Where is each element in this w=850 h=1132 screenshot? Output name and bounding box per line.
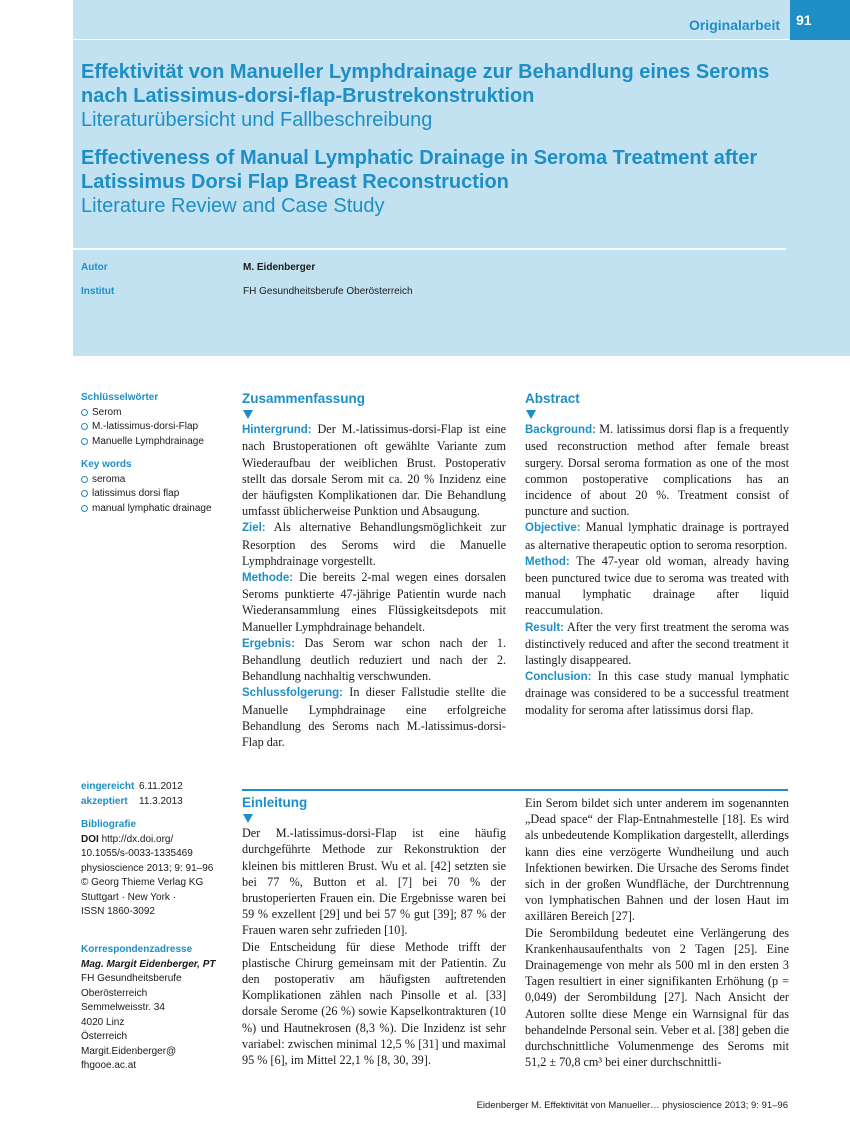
- paragraph-label: Result:: [525, 621, 564, 634]
- doi-label: DOI: [81, 833, 99, 845]
- biblio-line: physioscience 2013; 9: 91–96: [81, 862, 214, 874]
- accepted-date: 11.3.2013: [139, 795, 183, 807]
- title-de-line2: nach Latissimus-dorsi-flap-Brustrekonstruktion: [81, 85, 535, 107]
- abstract-paragraph: [242, 421, 506, 519]
- header-rule: [73, 39, 790, 40]
- page-number: 91: [796, 12, 812, 28]
- abstract-paragraph: [525, 619, 789, 669]
- paragraph-label: Hintergrund:: [242, 424, 312, 437]
- paragraph-text: Der M.-latissimus-dorsi-Flap ist eine nach Brustoperationen oft gewählte Variante zum Wiederaufbau der weiblichen Brust. Postoperativ stellt das dorsale Serom mit ca. 20 % Inzidenz eine der häufigsten Komplikationen dar. Die Behandlung umfasst üblicherweise Punktion und Absaugung.: [242, 422, 506, 519]
- biblio-line: http://dx.doi.org/: [101, 833, 174, 845]
- zusammenfassung-heading: Zusammenfassung: [242, 391, 366, 406]
- abstract-paragraph: [242, 569, 506, 635]
- abstract-paragraph: [525, 553, 789, 619]
- band-divider: [73, 248, 786, 250]
- paragraph-text: In dieser Fallstudie stellte die Manuelle Lymphdrainage eine erfolgreiche Behandlung des Seroms nach M.-latissimus-dorsi-Flap dar.: [242, 685, 506, 750]
- keyword-item: Manuelle Lymphdrainage: [81, 435, 231, 450]
- correspondence-line: FH Gesundheitsberufe: [81, 973, 182, 984]
- paragraph-text: The 47-year old woman, already having been punctured twice due to seroma was treated with manual lymphatic drainage after liquid reaccumulation.: [525, 553, 789, 618]
- body-right-column: [525, 795, 789, 1070]
- author-name: M. Eidenberger: [243, 262, 316, 273]
- abstract-paragraph: [242, 684, 506, 750]
- abstract-paragraph: [525, 668, 789, 718]
- paragraph-label: Method:: [525, 555, 570, 568]
- zusammenfassung-column: [242, 391, 506, 750]
- paragraph-text: In this case study manual lymphatic drainage was considered to be a successful treatment modality for seroma after latissimus dorsi flap.: [525, 669, 789, 717]
- body-paragraph: Die Serombildung bedeutet eine Verlängerung des Krankenhausaufenthalts von 2 Tagen [25]. Eine Drainagemenge von mehr als 500 ml in den ersten 3 Tagen resultiert in einer signifikanten Erhöhung (p = 0,049) der Serombildung [27]. Nach Ansicht der Autoren sollte diese Menge ein Warnsignal für das behandelnde Personal sein. Veber et al. [38] geben die durchschnittliche Volumenmenge des Seroms mit 51,2 ± 70,8 cm³ bei einer durchschnittli-: [525, 925, 789, 1070]
- subtitle-en: Literature Review and Case Study: [81, 195, 385, 217]
- title-de-line1: Effektivität von Manueller Lymphdrainage zur Behandlung eines Seroms: [81, 61, 770, 83]
- correspondence-email: fhgooe.ac.at: [81, 1060, 137, 1071]
- einleitung-column: [242, 795, 506, 1068]
- keywords-en-heading: Key words: [81, 459, 132, 470]
- paragraph-label: Objective:: [525, 522, 581, 535]
- abstract-paragraph: [242, 519, 506, 569]
- body-paragraph: Die Entscheidung für diese Methode trifft der plastische Chirurg gemeinsam mit der Patientin. Zu den postoperativ am häufigsten auftretenden Komplikationen zählen nach Pinsolle et al. [33] dorsale Serome (26 %) sowie Kapselkontrakturen (10 %) und Hautnekrosen (8,3 %). Die Inzidenz ist sehr variabel: zwischen minimal 12,5 % [31] und maximal 95 % [6], im Mittel 22,1 % [8, 30, 39].: [242, 939, 506, 1068]
- correspondence-line: 4020 Linz: [81, 1016, 125, 1028]
- paragraph-label: Ziel:: [242, 522, 266, 535]
- page-footer: Eidenberger M. Effektivität von Manueller… physioscience 2013; 9: 91–96: [476, 1100, 788, 1111]
- correspondence-line: Oberösterreich: [81, 987, 148, 999]
- paragraph-text: Als alternative Behandlungsmöglichkeit zur Resorption des Seroms wird die Manuelle Lymphdrainage vorgestellt.: [242, 520, 506, 568]
- triangle-marker-icon: [243, 814, 253, 823]
- body-paragraph: Der M.-latissimus-dorsi-Flap ist eine häufig durchgeführte Methode zur Rekonstruktion der kleinen bis mittleren Brust. Wu et al. [42] setzten sie bei 77 %, Button et al. [7] bei 70 % der brustoperierten Frauen ein. Die Ergebnisse waren bei 59 % exzellent [29] und bei 57 % gut [39]; 87 % der Frauen waren sehr zufrieden [10].: [242, 826, 506, 938]
- biblio-line: Stuttgart · New York ·: [81, 891, 177, 903]
- received-date: 6.11.2012: [139, 781, 183, 792]
- correspondence-line: Semmelweisstr. 34: [81, 1002, 165, 1013]
- title-en-line1: Effectiveness of Manual Lymphatic Drainage in Seroma Treatment after: [81, 147, 758, 169]
- institute-name: FH Gesundheitsberufe Oberösterreich: [243, 286, 413, 297]
- correspondence-email: Margit.Eidenberger@: [81, 1045, 177, 1057]
- bibliography-heading: Bibliografie: [81, 819, 137, 830]
- keyword-item: M.-latissimus-dorsi-Flap: [81, 420, 231, 435]
- paragraph-text: Die bereits 2-mal wegen eines dorsalen Seroms punktierte 47-jährige Patientin wurde nach Wiederansammlung eines Flüssigkeitsdepots mit Manueller Lymphdrainage behandelt.: [242, 570, 506, 634]
- author-label: Autor: [81, 262, 108, 273]
- paragraph-text: After the very first treatment the seroma was distinctively reduced and after the second treatment it lastingly disappeared.: [525, 619, 789, 668]
- paragraph-text: Das Serom war schon nach der 1. Behandlung deutlich reduziert und nach der 2. Behandlung nachhaltig verschwunden.: [242, 635, 507, 684]
- keyword-item: seroma: [81, 473, 231, 488]
- body-paragraph: Ein Serom bildet sich unter anderem im sogenannten „Dead space“ der Flap-Entnahmestelle [18]. Es wird als unbedeutende Komplikation dargestellt, allerdings kann dies eine verzögerte Wundheilung und auch Infektionen bewirken. Die Ursache des Seroms findet sich in der großen Wundfläche, der Durchtrennung von lymphatischen Bahnen und der losen Haut im axillären Bereich [27].: [525, 796, 789, 924]
- abstract-heading: Abstract: [525, 391, 580, 406]
- section-label: Originalarbeit: [688, 17, 780, 33]
- keywords-block: [81, 391, 231, 516]
- paragraph-text: Manual lymphatic drainage is portrayed as alternative therapeutic option to seroma resorption.: [525, 520, 790, 552]
- received-label: eingereicht: [81, 781, 135, 792]
- correspondence-heading: Korrespondenzadresse: [81, 944, 193, 955]
- correspondence-block: [81, 943, 231, 1074]
- page-number-box: [790, 0, 850, 40]
- correspondence-name: Mag. Margit Eidenberger, PT: [81, 958, 216, 970]
- biblio-line: 10.1055/s-0033-1335469: [81, 848, 193, 859]
- abstract-paragraph: [525, 421, 789, 519]
- bibliography-block: [81, 780, 231, 920]
- triangle-marker-icon: [243, 410, 253, 419]
- abstract-paragraph: [242, 635, 506, 685]
- keyword-item: manual lymphatic drainage: [81, 502, 231, 517]
- paragraph-label: Schlussfolgerung:: [242, 687, 343, 700]
- keywords-de-heading: Schlüsselwörter: [81, 392, 159, 403]
- paragraph-label: Ergebnis:: [242, 637, 296, 650]
- biblio-line: ISSN 1860-3092: [81, 906, 155, 917]
- keyword-item: latissimus dorsi flap: [81, 487, 231, 502]
- abstract-paragraph: [525, 519, 789, 552]
- paragraph-text: M. latissimus dorsi flap is a frequently used reconstruction method after female breast surgery. Dorsal seroma formation as one of the most common postoperative complications has an incidence of about 20 %. Treatment consist of puncture and suction.: [525, 422, 789, 519]
- keyword-item: Serom: [81, 406, 231, 421]
- correspondence-line: Österreich: [81, 1031, 128, 1042]
- paragraph-label: Methode:: [242, 572, 294, 585]
- biblio-line: © Georg Thieme Verlag KG: [81, 877, 204, 888]
- title-en-line2: Latissimus Dorsi Flap Breast Reconstruction: [81, 171, 509, 193]
- einleitung-heading: Einleitung: [242, 795, 308, 810]
- subtitle-de: Literaturübersicht und Fallbeschreibung: [81, 109, 433, 131]
- triangle-marker-icon: [526, 410, 536, 419]
- section-rule: [242, 789, 788, 791]
- institute-label: Institut: [81, 286, 115, 297]
- abstract-column: [525, 391, 789, 718]
- accepted-label: akzeptiert: [81, 795, 128, 807]
- paragraph-label: Background:: [525, 424, 596, 437]
- paragraph-label: Conclusion:: [525, 671, 592, 684]
